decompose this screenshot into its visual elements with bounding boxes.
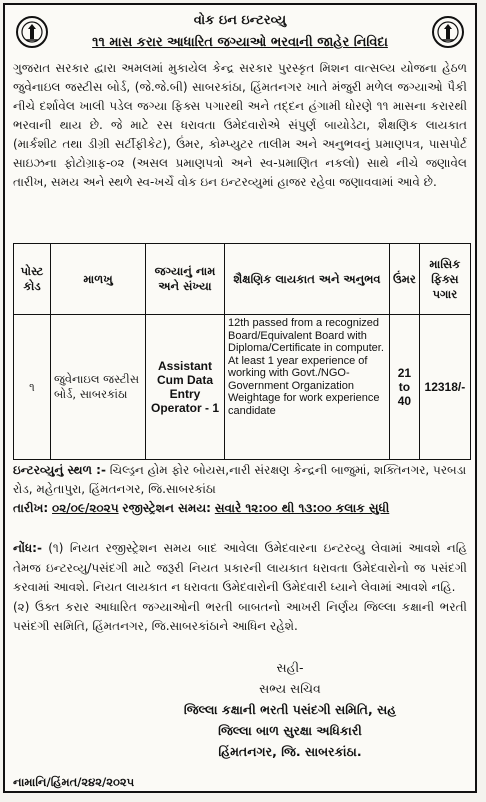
intro-paragraph: ગુજરાત સરકાર દ્વારા અમલમાં મુકાયેલ કેન્દ્ર સરકાર પુરસ્કૃત મિશન વાત્સલ્ય યોજના હેઠળ જુવેનાઇલ જસ્ટીસ બોર્ડ, (જે.જે.બી) સાબરકાંઠા, હિંમતનગર ખાતે મંજુરી મળેલ જગ્યાઓ પૈકી નીચે દર્શાવેલ ખાલી પડેલ જગ્યા ફિક્સ પગારથી અને તદ્દન હંગામી ધોરણે ૧૧ માસના કરારથી ભરવાની થાય છે. જે માટે રસ ધરાવતા ઉમેદવારોએ સંપુર્ણ બાયોડેટા, શૈક્ષણિક લાયકાત (માર્કશીટ તથા ડીગ્રી સર્ટીફીકેટ), ઉંમર, કોમ્પ્યુટર તાલીમ અને અનુભવનું પ્રમાણપત્ર, પાસપોર્ટ સાઇઝના ફોટોગ્રાફ-૦૨ (અસલ પ્રમાણપત્રો અને સ્વ-પ્રમાણિત નકલો) સાથે નીચે જણાવેલ તારીખ, સમય અને સ્થળે સ્વ-ખર્ચે વોક ઇન ઇન્ટરવ્યુમાં હાજર રહેવા જણાવવામાં આવે છે.: [13, 61, 467, 189]
col-age: ઉંમર: [390, 244, 420, 315]
col-qualification: શૈક્ષણિક લાયકાત અને અનુભવ: [225, 244, 390, 315]
col-post-name: જગ્યાનું નામ અને સંખ્યા: [146, 244, 225, 315]
col-post-code: પોસ્ટ કોડ: [14, 244, 51, 315]
cell-salary: 12318/-: [419, 315, 470, 460]
reference-number: નામાનિ/હિંમત/૨૪૨/૨૦૨૫: [13, 775, 135, 789]
table-row: [14, 315, 471, 460]
cell-structure: જુવેનાઇલ જસ્ટીસ બોર્ડ, સાબરકાંઠા: [51, 315, 146, 460]
advertisement-notice: [3, 3, 477, 793]
signatory-title: સભ્ય સચિવ: [259, 681, 321, 696]
cell-age: 21 to 40: [390, 315, 420, 460]
note-1: (૧) નિયત રજીસ્ટ્રેશન સમય બાદ આવેલા ઉમેદવારના ઇન્ટરવ્યુ લેવામાં આવશે નહિ તેમજ ઇન્ટરવ્યુ/પસંદગી માટે જરૂરી નિયત પ્રકારની લાયકાત ધરાવતા ઉમેદવારોનો જ પસંદગી કરવામાં આવશે. નિયત લાયકાત ન ધરાવતા ઉમેદવારોની ઉમેદવારી ધ્યાને લેવામાં આવશે નહિ.: [13, 541, 467, 594]
table-header-row: [14, 244, 471, 315]
notice-title: વોક ઇન ઇન્ટરવ્યુ: [193, 13, 287, 28]
venue-label: ઇન્ટરવ્યુનું સ્થળ :-: [13, 463, 106, 477]
cell-qualification: 12th passed from a recognized Board/Equivalent Board with Diploma/Certificate in computer. At least 1 year experience of working with Govt./NGO-Government Organization Weightage for work experience candidate: [225, 315, 390, 460]
notes-section: [13, 539, 467, 637]
col-structure: માળખુ: [51, 244, 146, 315]
registration-time: સવારે ૧૨:૦૦ થી ૧૩:૦૦ કલાક સુધી: [214, 501, 390, 515]
posts-table: [13, 243, 471, 460]
venue-address: ચિલ્ડ્રન હોમ ફોર બોયસ,નારી સંરક્ષણ કેન્દ્રની બાજુમાં, શક્તિનગર, પરબડા રોડ, મહેતાપુરા, હિંમતનગર, જિ.સાબરકાંઠા: [13, 463, 467, 496]
cell-post-name: Assistant Cum Data Entry Operator - 1: [146, 315, 225, 460]
cell-post-code: ૧: [14, 315, 51, 460]
signatory-place: હિંમતનગર, જિ. સાબરકાંઠા.: [218, 744, 362, 759]
time-label: રજીસ્ટ્રેશન સમય:: [122, 501, 211, 515]
signatory-office: જિલ્લા બાળ સુરક્ષા અધિકારી: [218, 723, 362, 738]
date-label: તારીખ:: [13, 501, 49, 515]
interview-venue: [13, 461, 467, 518]
notes-label: નોંધ:-: [13, 541, 42, 555]
note-2: (૨) ઉક્ત કરાર આધારિત જગ્યાઓની ભરતી બાબતનો આખરી નિર્ણય જિલ્લા કક્ષાની ભરતી પસંદગી સમિતિ, હિંમતનગર, જિ.સાબરકાંઠાને આધિન રહેશે.: [13, 599, 467, 633]
signatory-committee: જિલ્લા કક્ષાની ભરતી પસંદગી સમિતિ, સહ: [183, 702, 397, 717]
signature-block: [135, 657, 445, 762]
notice-subtitle: ૧૧ માસ કરાર આધારિત જગ્યાઓ ભરવાની જાહેર નિવિદા: [92, 35, 388, 50]
interview-date: ૦૨/૦૯/૨૦૨૫: [52, 501, 119, 515]
signature-line: સહી-: [276, 660, 304, 675]
col-salary: માસિક ફિક્સ પગાર: [419, 244, 470, 315]
